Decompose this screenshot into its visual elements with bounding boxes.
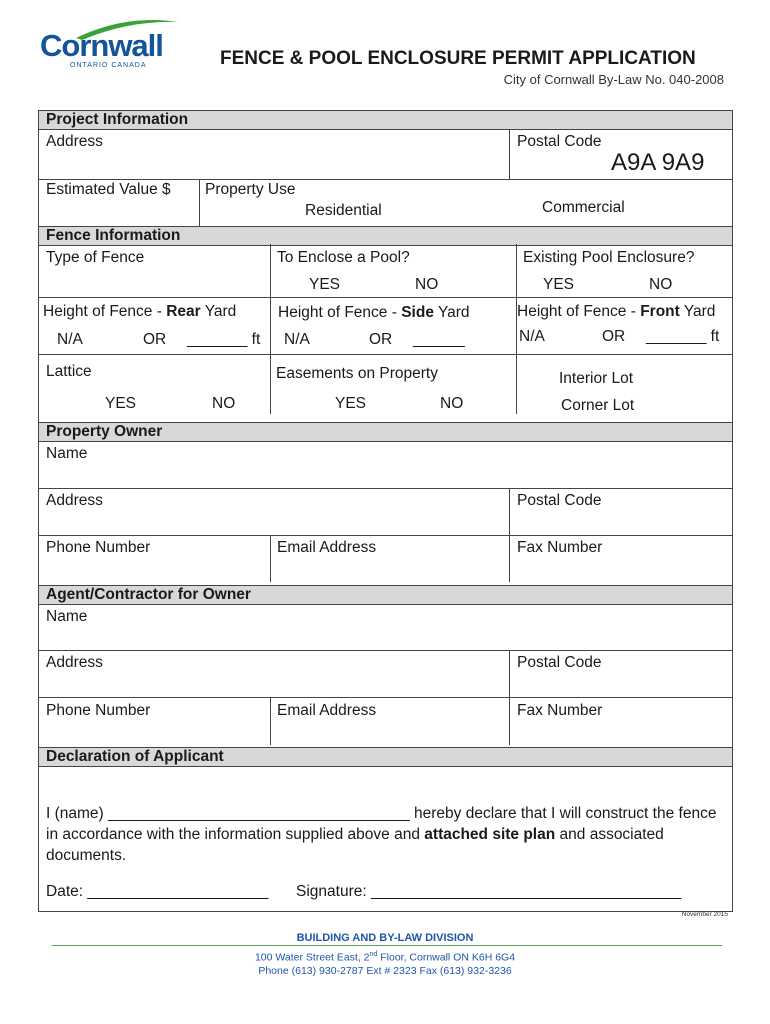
owner-postal-label: Postal Code — [517, 492, 602, 509]
height-side-label: Height of Fence - Side Yard — [278, 304, 470, 321]
easements-yes[interactable]: YES — [335, 395, 367, 412]
section-title: Declaration of Applicant — [46, 748, 224, 765]
rear-na[interactable]: N/A — [57, 331, 83, 348]
owner-name-label: Name — [46, 445, 88, 462]
division-address: 100 Water Street East, 2nd Floor, Cornwall ON K6H 6G4 — [254, 951, 516, 964]
lattice-label: Lattice — [46, 363, 92, 380]
owner-address-label: Address — [46, 492, 103, 509]
section-title: Fence Information — [46, 227, 181, 244]
postal-code-label: Postal Code — [517, 133, 602, 150]
side-height-blank[interactable]: ______ — [413, 331, 465, 348]
enclose-pool-yes[interactable]: YES — [309, 276, 341, 293]
date-field[interactable]: Date: _____________________ — [46, 883, 269, 900]
logo-wordmark: Cornwall — [40, 28, 163, 63]
interior-lot-option[interactable]: Interior Lot — [559, 370, 634, 387]
cornwall-logo — [38, 18, 178, 74]
agent-postal-label: Postal Code — [517, 654, 602, 671]
owner-email-label: Email Address — [277, 539, 377, 556]
document-title: FENCE & POOL ENCLOSURE PERMIT APPLICATION — [220, 48, 696, 69]
height-front-label: Height of Fence - Front Yard — [517, 303, 716, 320]
easements-label: Easements on Property — [276, 365, 438, 382]
enclose-pool-label: To Enclose a Pool? — [277, 249, 410, 266]
logo-subtitle: ONTARIO CANADA — [70, 62, 147, 69]
property-use-label: Property Use — [205, 181, 296, 198]
section-agent-contractor — [39, 585, 732, 605]
enclose-pool-no[interactable]: NO — [415, 276, 439, 293]
easements-no[interactable]: NO — [440, 395, 464, 412]
division-name: BUILDING AND BY-LAW DIVISION — [296, 932, 474, 944]
agent-address-label: Address — [46, 654, 103, 671]
existing-pool-enclosure-label: Existing Pool Enclosure? — [523, 249, 695, 266]
rear-height-blank[interactable]: _______ ft — [187, 331, 261, 348]
lattice-no[interactable]: NO — [212, 395, 236, 412]
document-subtitle: City of Cornwall By-Law No. 040-2008 — [503, 72, 724, 87]
section-project-information — [39, 111, 732, 130]
corner-lot-option[interactable]: Corner Lot — [561, 397, 635, 414]
lattice-yes[interactable]: YES — [105, 395, 137, 412]
owner-phone-label: Phone Number — [46, 539, 151, 556]
section-declaration — [39, 747, 732, 767]
front-na[interactable]: N/A — [519, 328, 545, 345]
estimated-value-label: Estimated Value $ — [46, 181, 171, 198]
agent-fax-label: Fax Number — [517, 702, 603, 719]
section-title: Property Owner — [46, 423, 163, 440]
footer-divider — [52, 945, 722, 946]
property-use-commercial[interactable]: Commercial — [542, 199, 625, 216]
agent-name-label: Name — [46, 608, 88, 625]
existing-pool-no[interactable]: NO — [649, 276, 673, 293]
property-use-residential[interactable]: Residential — [305, 202, 382, 219]
address-label: Address — [46, 133, 103, 150]
section-title: Project Information — [46, 111, 189, 128]
type-of-fence-label: Type of Fence — [46, 249, 145, 266]
section-fence-information — [39, 226, 732, 246]
front-or: OR — [602, 328, 626, 345]
section-property-owner — [39, 422, 732, 442]
agent-email-label: Email Address — [277, 702, 377, 719]
side-or: OR — [369, 331, 393, 348]
side-na[interactable]: N/A — [284, 331, 310, 348]
division-phone-fax: Phone (613) 930-2787 Ext # 2323 Fax (613) 932-3236 — [258, 965, 512, 977]
agent-phone-label: Phone Number — [46, 702, 151, 719]
declaration-text: I (name) ___________________________________ hereby declare that I will construct the fence in accordance with the information supplied above and attached site plan and associated documents. — [46, 805, 717, 864]
permit-form — [38, 110, 733, 912]
front-height-blank[interactable]: _______ ft — [646, 328, 720, 345]
owner-fax-label: Fax Number — [517, 539, 603, 556]
section-title: Agent/Contractor for Owner — [46, 586, 251, 603]
existing-pool-yes[interactable]: YES — [543, 276, 575, 293]
revision-date: November 2015 — [681, 911, 728, 918]
rear-or: OR — [143, 331, 167, 348]
height-rear-label: Height of Fence - Rear Yard — [43, 303, 237, 320]
postal-code-value[interactable]: A9A 9A9 — [611, 149, 705, 176]
signature-field[interactable]: Signature: ____________________________________ — [296, 883, 682, 900]
